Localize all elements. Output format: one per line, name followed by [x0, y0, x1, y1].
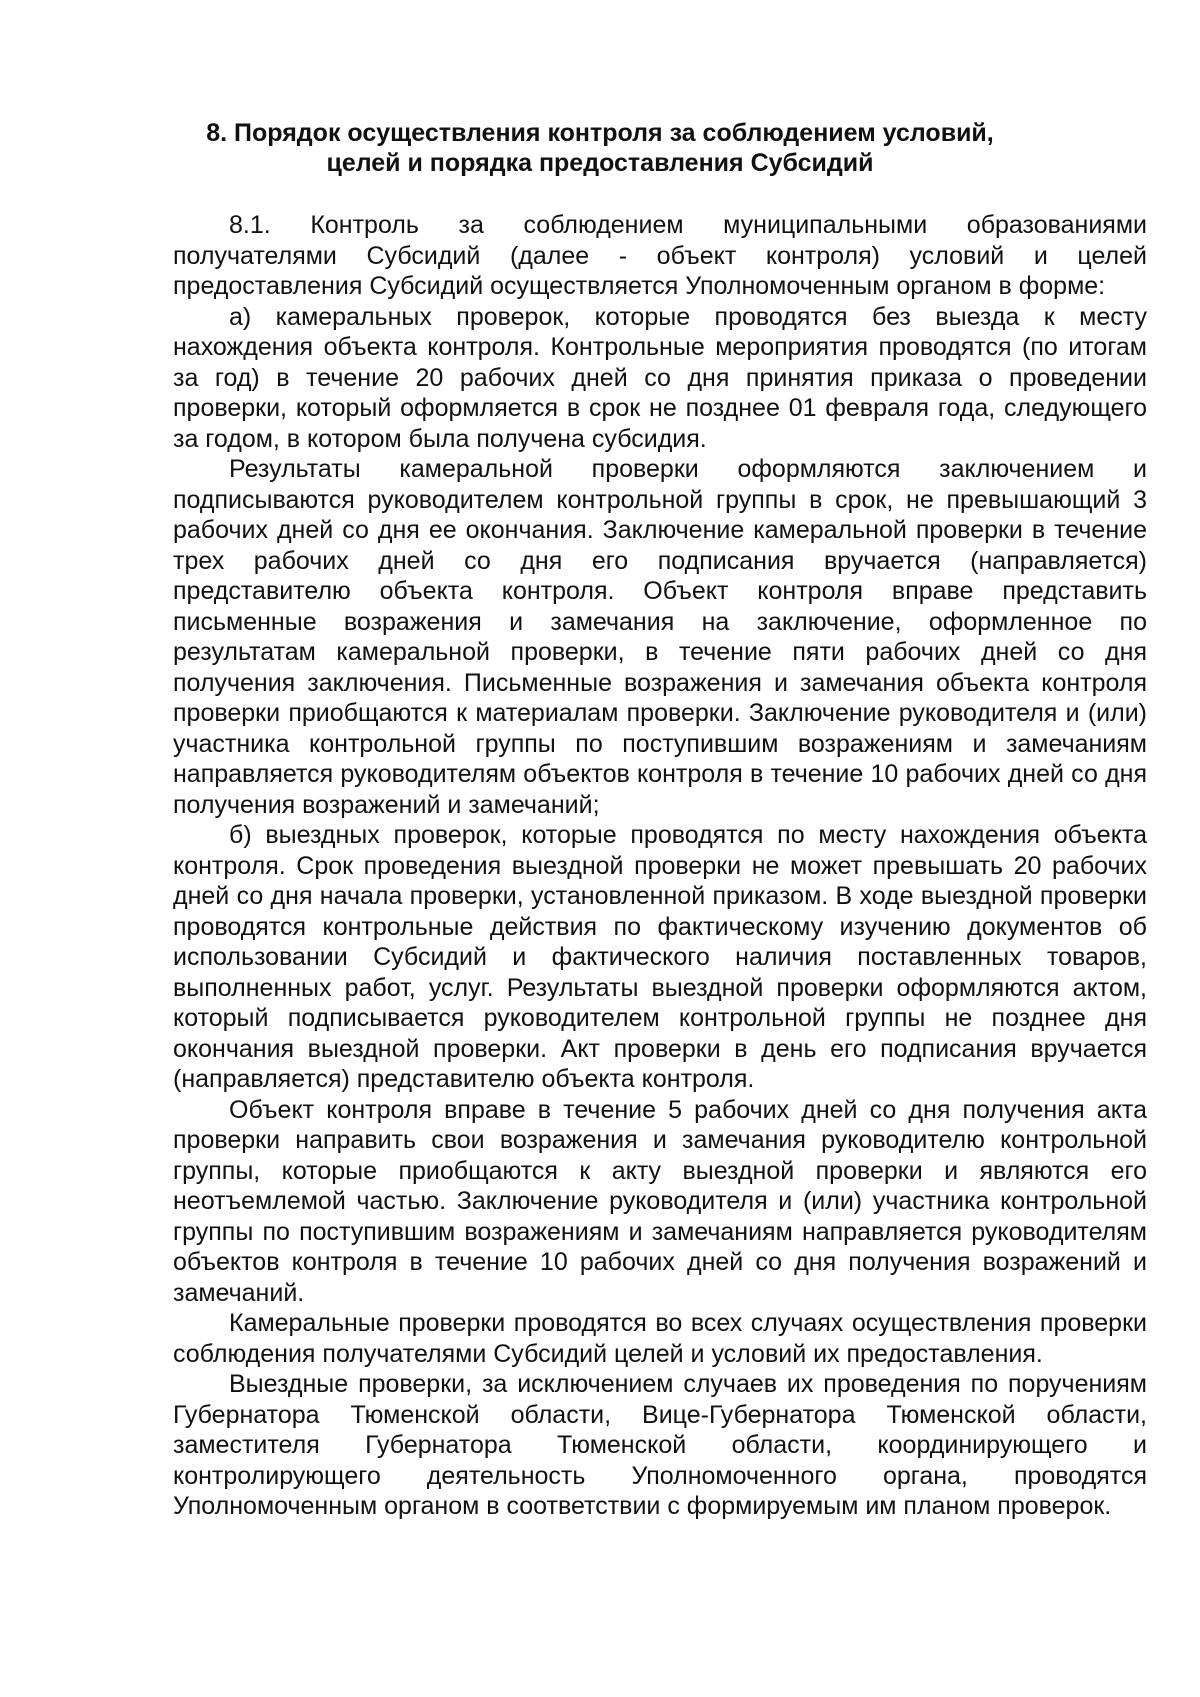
paragraph-desk-audits-all-cases: Камеральные проверки проводятся во всех случаях осуществления проверки соблюдения получателями Субсидий целей и условий их предоставления. — [173, 1309, 1147, 1368]
paragraph-b-field-audits: б) выездных проверок, которые проводятся по месту нахождения объекта контроля. Срок проведения выездной проверки не может превышать 20 рабочих дней со дня начала проверки, установленной приказом. В ходе выездной проверки проводятся контрольные действия по фактическому изучению документов об использовании Субсидий и фактического наличия поставленных товаров, выполненных работ, услуг. Результаты выездной проверки оформляются актом, который подписывается руководителем контрольной группы не позднее дня окончания выездной проверки. Акт проверки в день его подписания вручается (направляется) представителю объекта контроля. — [173, 821, 1147, 1093]
paragraph-desk-audit-results: Результаты камеральной проверки оформляются заключением и подписываются руководителем контрольной группы в срок, не превышающий 3 рабочих дней со дня ее окончания. Заключение камеральной проверки в течение трех рабочих дней со дня его подписания вручается (направляется) представителю объекта контроля. Объект контроля вправе представить письменные возражения и замечания на заключение, оформленное по результатам камеральной проверки, в течение пяти рабочих дней со дня получения заключения. Письменные возражения и замечания объекта контроля проверки приобщаются к материалам проверки. Заключение руководителя и (или) участника контрольной группы по поступившим возражениям и замечаниям направляется руководителям объектов контроля в течение 10 рабочих дней со дня получения возражений и замечаний; — [173, 455, 1147, 819]
paragraph-field-audits-plan: Выездные проверки, за исключением случаев их проведения по поручениям Губернатора Тюменской области, Вице-Губернатора Тюменской области, заместителя Губернатора Тюменской области, координирующего и контролирующего деятельность Уполномоченного органа, проводятся Уполномоченным органом в соответствии с формируемым им планом проверок. — [173, 1370, 1147, 1520]
section-title-line-1: 8. Порядок осуществления контроля за соблюдением условий, — [206, 119, 994, 147]
paragraph-8-1: 8.1. Контроль за соблюдением муниципальными образованиями получателями Субсидий (далее - объект контроля) условий и целей предоставления Субсидий осуществляется Уполномоченным органом в форме: — [173, 211, 1147, 300]
section-title-line-2: целей и порядка предоставления Субсидий — [326, 149, 874, 177]
paragraph-a-desk-audits: а) камеральных проверок, которые проводятся без выезда к месту нахождения объекта контроля. Контрольные мероприятия проводятся (по итогам за год) в течение 20 рабочих дней со дня принятия приказа о проведении проверки, который оформляется в срок не позднее 01 февраля года, следующего за годом, в котором была получена субсидия. — [173, 302, 1147, 453]
document-body — [173, 210, 1147, 1522]
paragraph-objections: Объект контроля вправе в течение 5 рабочих дней со дня получения акта проверки направить свои возражения и замечания руководителю контрольной группы, которые приобщаются к акту выездной проверки и являются его неотъемлемой частью. Заключение руководителя и (или) участника контрольной группы по поступившим возражениям и замечаниям направляется руководителям объектов контроля в течение 10 рабочих дней со дня получения возражений и замечаний. — [173, 1095, 1147, 1307]
section-title — [150, 118, 1050, 178]
